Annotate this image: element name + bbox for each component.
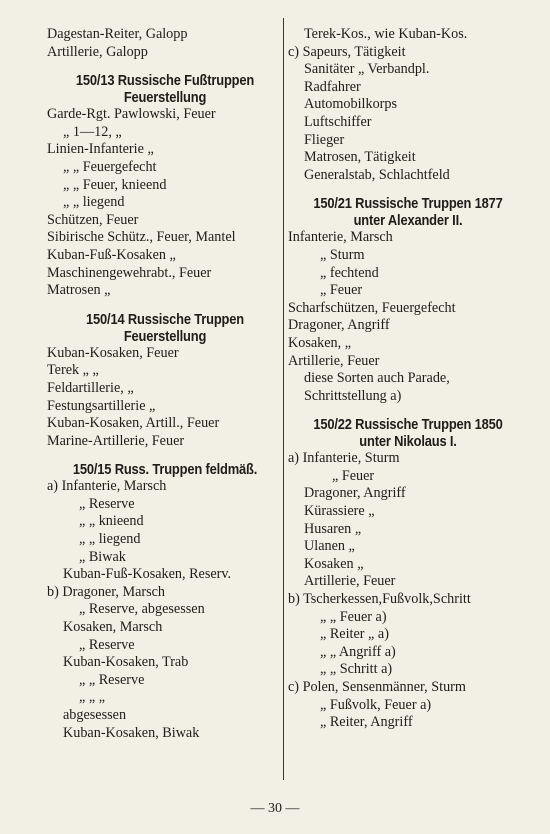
catalog-line: Maschinengewehrabt., Feuer [47, 264, 212, 281]
page-number: — 30 — [250, 801, 300, 816]
catalog-line: „ Reserve [79, 636, 135, 653]
catalog-line: Schützen, Feuer [47, 211, 139, 228]
catalog-line: Dragoner, Angriff [304, 485, 406, 502]
catalog-line: Ulanen „ [304, 538, 355, 555]
section-heading: unter Nikolaus I. [359, 433, 457, 451]
catalog-line: „ 1—12, „ [63, 123, 122, 140]
section-heading: 150/14 Russische Truppen [86, 310, 244, 328]
section-gap [47, 61, 283, 72]
section-heading: unter Alexander II. [353, 212, 463, 230]
catalog-line: diese Sorten auch Parade, [304, 370, 450, 387]
catalog-line: abgesessen [63, 707, 127, 723]
catalog-line: Kuban-Kosaken, Trab [63, 654, 189, 671]
catalog-line: Feldartillerie, „ [47, 379, 134, 396]
catalog-line: Kuban-Kosaken, Biwak [63, 724, 200, 741]
left-column [47, 26, 283, 742]
catalog-line: Flieger [304, 131, 345, 148]
section-heading: 150/22 Russische Truppen 1850 [313, 416, 503, 434]
catalog-line: Schrittstellung a) [304, 387, 402, 404]
catalog-line: „ „ Feuer, knieend [63, 176, 167, 193]
catalog-line: c) Polen, Sensenmänner, Sturm [288, 679, 466, 695]
catalog-line: Artillerie, Galopp [47, 43, 148, 60]
catalog-line: Marine-Artillerie, Feuer [47, 432, 185, 449]
catalog-line: b) Dragoner, Marsch [47, 583, 166, 600]
catalog-line: Sanitäter „ Verbandpl. [304, 61, 430, 78]
catalog-line: Kosaken „ [304, 555, 364, 572]
catalog-line: „ Reiter „ a) [320, 626, 389, 643]
catalog-line: Kuban-Kosaken, Feuer [47, 344, 179, 361]
catalog-line: Kuban-Fuß-Kosaken „ [47, 246, 176, 263]
catalog-line: „ fechtend [320, 264, 379, 281]
catalog-line: Matrosen „ [47, 282, 111, 299]
catalog-line: Radfahrer [304, 78, 361, 95]
catalog-line: „ „ Reserve [79, 671, 145, 688]
catalog-line: „ „ Feuer a) [320, 608, 387, 625]
catalog-line: Automobilkorps [304, 96, 398, 113]
catalog-line: Festungsartillerie „ [47, 397, 156, 414]
column-divider [283, 18, 284, 780]
catalog-line: „ „ knieend [79, 513, 144, 530]
catalog-line: „ „ Schritt a) [320, 661, 393, 678]
catalog-line: Husaren „ [304, 520, 362, 537]
section-heading: 150/15 Russ. Truppen feldmäß. [72, 461, 258, 479]
catalog-line: Scharfschützen, Feuergefecht [288, 299, 456, 316]
catalog-line: a) Infanterie, Marsch [47, 478, 167, 495]
catalog-line: Infanterie, Marsch [288, 229, 393, 246]
catalog-line: Kosaken, Marsch [63, 619, 163, 636]
catalog-line: Sibirische Schütz., Feuer, Mantel [47, 229, 236, 246]
catalog-line: Dagestan-Reiter, Galopp [47, 26, 188, 42]
catalog-line: „ „ Angriff a) [320, 643, 396, 660]
section-heading: 150/13 Russische Fußtruppen [75, 72, 255, 90]
catalog-line: Luftschiffer [304, 113, 372, 130]
catalog-line: Kuban-Kosaken, Artill., Feuer [47, 415, 220, 432]
catalog-line: „ „ „ [79, 689, 105, 706]
catalog-line: Kuban-Fuß-Kosaken, Reserv. [63, 566, 232, 583]
catalog-line: „ Feuer [320, 282, 363, 299]
catalog-line: a) Infanterie, Sturm [288, 450, 400, 467]
catalog-line: „ Reserve, abgesessen [79, 601, 205, 618]
catalog-line: c) Sapeurs, Tätigkeit [288, 43, 406, 60]
section-heading: Feuerstellung [123, 327, 207, 345]
catalog-line: „ „ Feuergefecht [63, 158, 157, 175]
catalog-line: Generalstab, Schlachtfeld [304, 166, 450, 183]
catalog-line: Linien-Infanterie „ [47, 141, 154, 158]
section-gap [47, 450, 283, 461]
catalog-line: „ Feuer [332, 467, 375, 484]
catalog-line: „ „ liegend [79, 531, 141, 548]
catalog-line: „ Biwak [79, 548, 126, 565]
catalog-line: Kürassiere „ [304, 503, 375, 520]
catalog-line: Dragoner, Angriff [288, 317, 390, 334]
right-column [288, 26, 528, 732]
catalog-line: Garde-Rgt. Pawlowski, Feuer [47, 106, 216, 123]
section-gap [288, 184, 528, 195]
catalog-line: b) Tscherkessen,Fußvolk,Schritt [288, 591, 471, 608]
catalog-line: Artillerie, Feuer [304, 573, 396, 590]
catalog-line: Terek-Kos., wie Kuban-Kos. [304, 26, 468, 42]
catalog-line: Artillerie, Feuer [288, 352, 380, 369]
catalog-line: „ Fußvolk, Feuer a) [320, 696, 432, 713]
catalog-line: „ „ liegend [63, 194, 125, 211]
catalog-line: Kosaken, „ [288, 334, 352, 351]
catalog-line: Terek „ „ [47, 362, 99, 379]
section-gap [288, 405, 528, 416]
catalog-line: „ Sturm [320, 246, 365, 263]
section-heading: 150/21 Russische Truppen 1877 [313, 195, 503, 213]
catalog-line: „ Reiter, Angriff [320, 714, 413, 731]
catalog-line: „ Reserve [79, 495, 135, 512]
catalog-line: Matrosen, Tätigkeit [304, 149, 416, 166]
section-gap [47, 300, 283, 311]
section-heading: Feuerstellung [123, 89, 207, 107]
